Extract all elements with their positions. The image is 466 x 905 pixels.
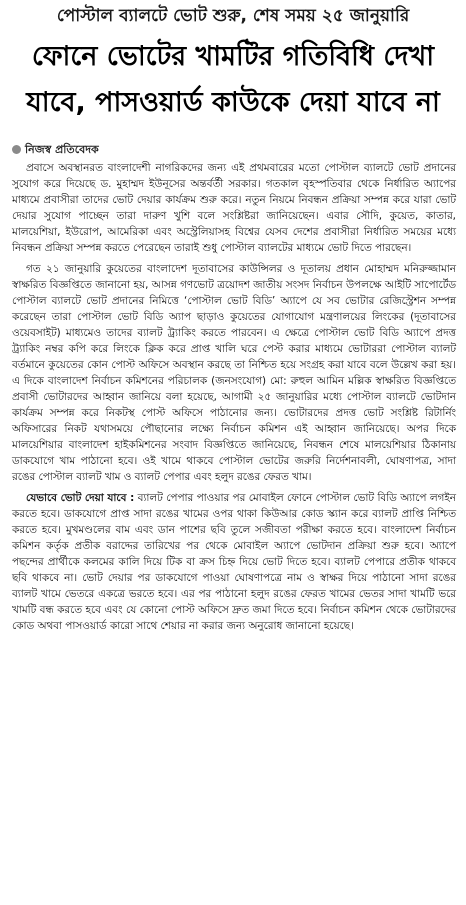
headline-line-2: যাবে, পাসওয়ার্ড কাউকে দেয়া যাবে না [26,87,440,118]
main-headline [6,34,460,126]
headline-line-1: ফোনে ভোটের খামটির গতিবিধি দেখা [31,41,435,72]
paragraph-3-lead: যেভাবে ভোট দেয়া যাবে : [26,492,135,504]
byline [12,143,99,157]
paragraph-3-text: ব্যালট পেপার পাওয়ার পর মোবাইল ফোনে পোস্টাল ভোট বিডি অ্যাপে লগইন করতে হবে। ডাকযোগে প্রাপ্ত সাদা রঙের খামের ওপর থাকা কিউআর কোড স্ক্যান করে ব্যালট প্রাপ্তি নিশ্চিত করতে হবে। মুখমণ্ডলের বাম এবং ডান পাশের ছবি তুলে সজীবতা পরীক্ষা করতে হবে। বাংলাদেশ নির্বাচন কমিশন কর্তৃক প্রতীক বরাদ্দের তারিখের পর থেকে মোবাইল অ্যাপে ভোটদান প্রক্রিয়া শুরু হবে। অ্যাপে পছন্দের প্রার্থীকে কলমের কালি দিয়ে টিক বা ক্রস চিহ্ন দিয়ে ভোট দিতে হবে। ব্যালট পেপারে প্রতীক থাকবে ছবি থাকবে না। ভোট দেয়ার পর ডাকযোগে পাওয়া ঘোষণাপত্রে নাম ও স্বাক্ষর দিয়ে পাঠানো সাদা রঙের ব্যালট খামে ভেতরে একত্রে ভরতে হবে। এর পর পাঠানো হলুদ রঙের ফেরত খামের ভেতর সাদা খামটি ভরে খামটি বন্ধ করতে হবে এবং যে কোনো পোস্ট অফিসে দ্রুত জমা দিতে হবে। নির্বাচন কমিশন থেকে ভোটারদের কোড অথবা পাসওয়ার্ড কারো সাথে শেয়ার না করার জন্য অনুরোধ জানানো হয়েছে। [12,492,456,632]
bullet-icon [12,145,21,154]
article-body [12,160,456,639]
paragraph-1: প্রবাসে অবস্থানরত বাংলাদেশী নাগরিকদের জন্য এই প্রথমবারের মতো পোস্টাল ব্যালটে ভোট প্রদানের সুযোগ করে দিয়েছে ড. মুহাম্মদ ইউনূসের অন্তর্বর্তী সরকার। গতকাল বৃহস্পতিবার থেকে নির্ধারিত অ্যাপের মাধ্যমে প্রবাসীরা তাদের ভোট দেয়ার কার্যক্রম শুরু করে। নতুন নিয়মে নিবন্ধন প্রক্রিয়া সম্পন্ন করে যারা ভোট দেয়ার সুযোগ পাচ্ছেন তারা দারুণ খুশি বলে সংশ্লিষ্টরা জানিয়েছেন। এবার সৌদি, কুয়েত, কাতার, মালয়েশিয়া, ইউরোপ, আমেরিকা এবং অস্ট্রেলিয়াসহ বিশ্বের যেসব দেশের প্রবাসীরা নির্ধারিত সময়ের মধ্যে নিবন্ধন প্রক্রিয়া সম্পন্ন করতে পেরেছেন তারাই শুধু পোস্টাল ব্যালটের মাধ্যমে ভোট দিতে পারছেন। [12,162,456,254]
paragraph-2: গত ২১ জানুয়ারি কুয়েতের বাংলাদেশ দূতাবাসের কাউন্সিলর ও দূতালয় প্রধান মোহাম্মদ মনিরুজ্জামান স্বাক্ষরিত বিজ্ঞপ্তিতে জানানো হয়, আসন্ন গণভোট ত্রয়োদশ জাতীয় সংসদ নির্বাচন উপলক্ষে আইটি সাপোর্টেড পোস্টাল ব্যালটে ভোট প্রদানের নিমিত্তে ‘পোস্টাল ভোট বিডি’ অ্যাপে যে সব ভোটার রেজিস্ট্রেশন সম্পন্ন করেছেন তারা পোস্টাল ভোট বিডি অ্যাপ ছাড়াও কুয়েতের যোগাযোগ মন্ত্রণালয়ের লিংকের (দূতাবাসের ওয়েবসাইট) মাধ্যমেও তাদের ব্যালট ট্র্যাকিং করতে পারবেন। এ ক্ষেত্রে পোস্টাল ভোট বিডি অ্যাপে প্রদত্ত ট্র্যাকিং নম্বর কপি করে লিংকে ক্লিক করে প্রাপ্ত খালি ঘরে পেস্ট করার মাধ্যমে ভোটাররা পোস্টাল ব্যালট বর্তমানে কুয়েতের কোন পোস্ট অফিসে অবস্থান করছে তা নিশ্চিত হয়ে সংগ্রহ করা যাবে বলে উল্লেখ করা হয়। এ দিকে বাংলাদেশ নির্বাচন কমিশনের পরিচালক (জনসংযোগ) মো: রুহুল আমিন মল্লিক স্বাক্ষরিত বিজ্ঞপ্তিতে প্রবাসী ভোটারদের আহ্বান জানিয়ে বলা হয়েছে, আগামী ২৫ জানুয়ারির মধ্যে পোস্টাল ব্যালটে ভোটদান কার্যক্রম সম্পন্ন করে নিকটস্থ পোস্ট অফিসে পাঠানোর জন্য। ভোটারদের প্রদত্ত ভোট সংশ্লিষ্ট রিটার্নিং অফিসারের নিকট যথাসময়ে পৌছানোর লক্ষ্যে নির্বাচন কমিশন এই আহ্বান জানিয়েছে। অপর দিকে মালয়েশিয়ার বাংলাদেশ হাইকমিশনের সংবাদ বিজ্ঞপ্তিতে জানিয়েছে, নিবন্ধন শেষে মালয়েশিয়ার ঠিকানায় ডাকযোগে খাম পাঠানো হবে। ওই খামে থাকবে পোস্টাল ভোটের জরুরি নির্দেশনাবলী, ঘোষণাপত্র, সাদা রঙের পোস্টাল ব্যালট খাম ও ব্যালট পেপার এবং হলুদ রঙের ফেরত খাম। [12,263,456,483]
paragraph-3 [12,490,456,634]
kicker-headline: পোস্টাল ব্যালটে ভোট শুরু, শেষ সময় ২৫ জানুয়ারি [56,6,410,26]
byline-text: নিজস্ব প্রতিবেদক [25,143,99,156]
